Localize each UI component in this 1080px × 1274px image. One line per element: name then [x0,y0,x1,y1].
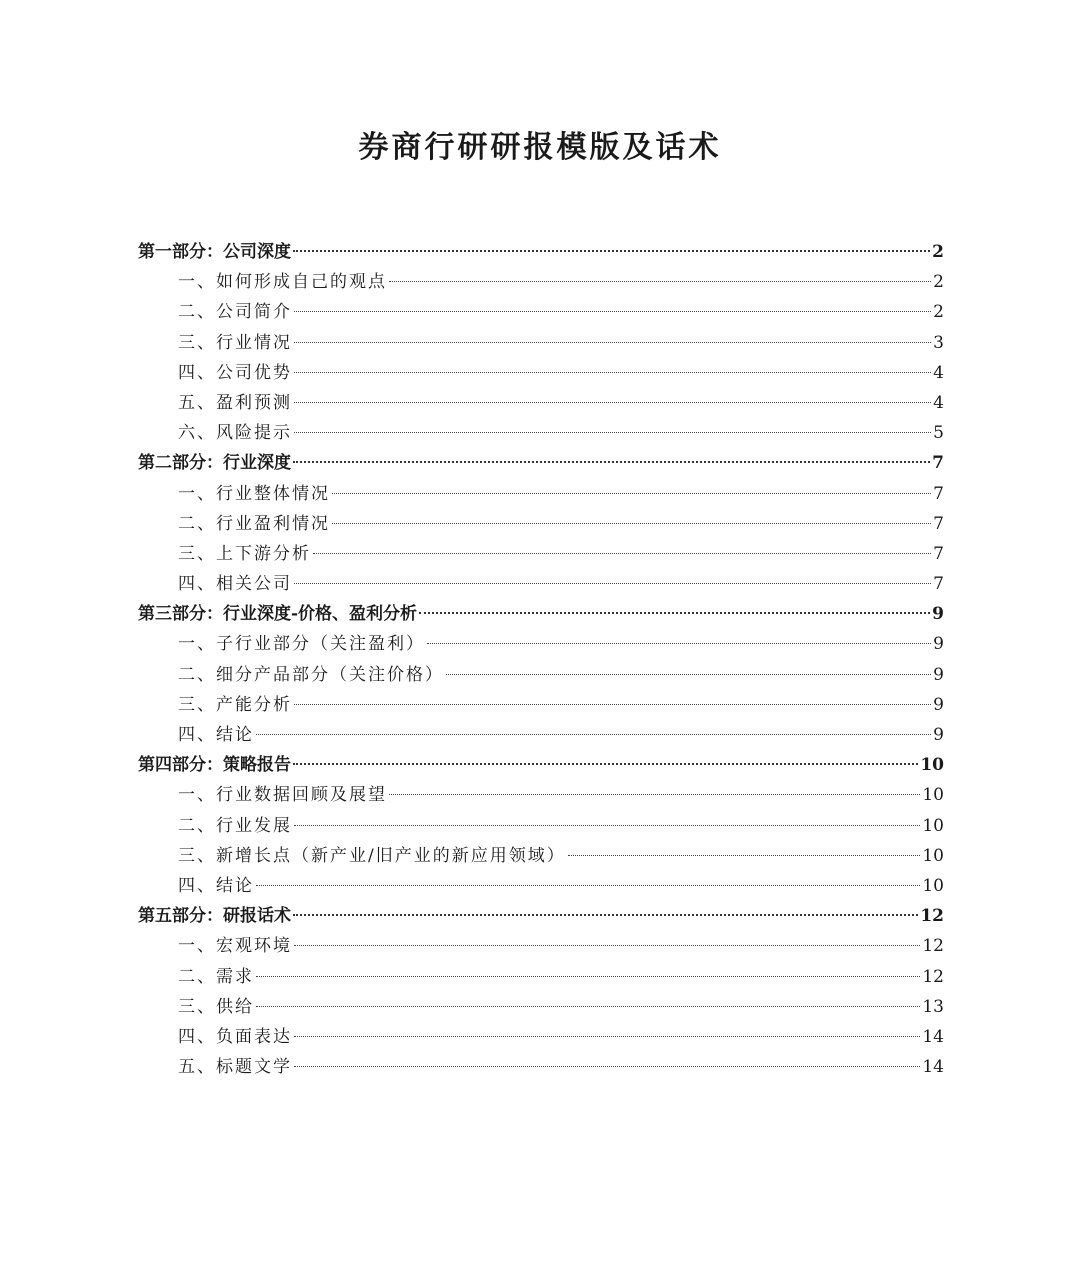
toc-entry-label: 一、子行业部分（关注盈利） [178,634,425,655]
table-of-contents [138,237,944,1082]
toc-page-number: 12 [920,906,944,927]
toc-entry-label: 三、产能分析 [178,694,292,715]
toc-page-number: 12 [922,966,944,987]
toc-page-number: 9 [932,604,944,625]
dot-leader [256,734,931,735]
toc-entry-label: 二、行业发展 [178,815,292,836]
toc-entry-label: 二、细分产品部分（关注价格） [178,664,444,685]
toc-page-number: 4 [933,362,944,383]
dot-leader [294,372,931,373]
toc-page-number: 7 [933,543,944,564]
toc-item-entry[interactable] [138,690,944,720]
toc-item-entry[interactable] [138,962,944,992]
toc-page-number: 2 [933,302,944,323]
toc-page-number: 9 [933,694,944,715]
toc-item-entry[interactable] [138,811,944,841]
toc-item-entry[interactable] [138,328,944,358]
dot-leader [293,250,930,252]
toc-page-number: 10 [922,815,944,836]
toc-item-entry[interactable] [138,509,944,539]
toc-entry-label: 三、新增长点（新产业/旧产业的新应用领域） [178,845,566,866]
toc-item-entry[interactable] [138,720,944,750]
toc-page-number: 7 [933,483,944,504]
toc-entry-label: 一、如何形成自己的观点 [178,272,387,293]
toc-page-number: 10 [922,785,944,806]
toc-entry-label: 五、盈利预测 [178,392,292,413]
dot-leader [294,432,931,433]
toc-page-number: 7 [932,453,944,474]
dot-leader [293,763,918,765]
toc-item-entry[interactable] [138,992,944,1022]
dot-leader [419,612,930,614]
toc-page-number: 3 [933,332,944,353]
toc-entry-label: 一、行业数据回顾及展望 [178,785,387,806]
dot-leader [294,825,920,826]
toc-page-number: 9 [933,664,944,685]
toc-section-entry[interactable] [138,750,944,780]
dot-leader [294,1066,920,1067]
toc-entry-label: 六、风险提示 [178,423,292,444]
toc-section-entry[interactable] [138,448,944,478]
toc-item-entry[interactable] [138,841,944,871]
dot-leader [294,1036,920,1037]
document-title: 券商行研研报模版及话术 [358,130,722,165]
dot-leader [294,704,931,705]
toc-entry-label: 一、行业整体情况 [178,483,330,504]
toc-entry-label: 三、上下游分析 [178,543,311,564]
toc-page-number: 5 [933,423,944,444]
dot-leader [389,794,920,795]
toc-entry-label: 四、结论 [178,875,254,896]
toc-item-entry[interactable] [138,780,944,810]
toc-entry-label: 四、公司优势 [178,362,292,383]
dot-leader [568,855,921,856]
toc-item-entry[interactable] [138,539,944,569]
dot-leader [256,976,920,977]
toc-page-number: 2 [932,242,944,262]
toc-page-number: 13 [922,996,944,1017]
toc-item-entry[interactable] [138,358,944,388]
toc-entry-label: 第二部分：行业深度 [138,453,291,474]
dot-leader [294,583,931,584]
toc-section-entry[interactable] [138,237,944,267]
toc-page-number: 9 [933,725,944,745]
dot-leader [332,493,931,494]
dot-leader [313,553,931,554]
toc-entry-label: 三、供给 [178,996,254,1017]
dot-leader [332,523,931,524]
dot-leader [427,643,931,644]
toc-page-number: 14 [922,1026,944,1047]
dot-leader [294,311,931,312]
dot-leader [294,945,920,946]
toc-item-entry[interactable] [138,479,944,509]
dot-leader [294,342,931,343]
toc-item-entry[interactable] [138,267,944,297]
toc-entry-label: 一、宏观环境 [178,936,292,957]
toc-page-number: 4 [933,392,944,413]
toc-section-entry[interactable] [138,599,944,629]
toc-page-number: 12 [922,936,944,957]
toc-entry-label: 四、相关公司 [178,574,292,595]
toc-entry-label: 四、结论 [178,725,254,745]
toc-item-entry[interactable] [138,418,944,448]
toc-entry-label: 第四部分：策略报告 [138,755,291,776]
toc-item-entry[interactable] [138,569,944,599]
toc-item-entry[interactable] [138,871,944,901]
toc-item-entry[interactable] [138,388,944,418]
toc-entry-label: 五、标题文学 [178,1057,292,1078]
dot-leader [389,281,931,282]
toc-page-number: 14 [922,1057,944,1078]
dot-leader [293,461,930,463]
toc-page-number: 7 [933,513,944,534]
toc-item-entry[interactable] [138,931,944,961]
dot-leader [256,885,920,886]
toc-item-entry[interactable] [138,297,944,327]
toc-entry-label: 第五部分：研报话术 [138,906,291,927]
dot-leader [294,402,931,403]
toc-entry-label: 第一部分：公司深度 [138,242,291,262]
toc-item-entry[interactable] [138,629,944,659]
dot-leader [293,914,918,916]
toc-entry-label: 三、行业情况 [178,332,292,353]
toc-page-number: 10 [922,875,944,896]
toc-entry-label: 四、负面表达 [178,1026,292,1047]
toc-item-entry[interactable] [138,660,944,690]
toc-section-entry[interactable] [138,901,944,931]
toc-item-entry[interactable] [138,1022,944,1052]
toc-item-entry[interactable] [138,1052,944,1082]
toc-entry-label: 第三部分：行业深度-价格、盈利分析 [138,604,418,625]
toc-page-number: 10 [922,845,944,866]
toc-page-number: 10 [920,755,944,776]
dot-leader [256,1006,920,1007]
toc-entry-label: 二、需求 [178,966,254,987]
toc-entry-label: 二、公司简介 [178,302,292,323]
toc-page-number: 7 [933,574,944,595]
dot-leader [446,674,931,675]
toc-page-number: 9 [933,634,944,655]
toc-page-number: 2 [933,272,944,293]
toc-entry-label: 二、行业盈利情况 [178,513,330,534]
